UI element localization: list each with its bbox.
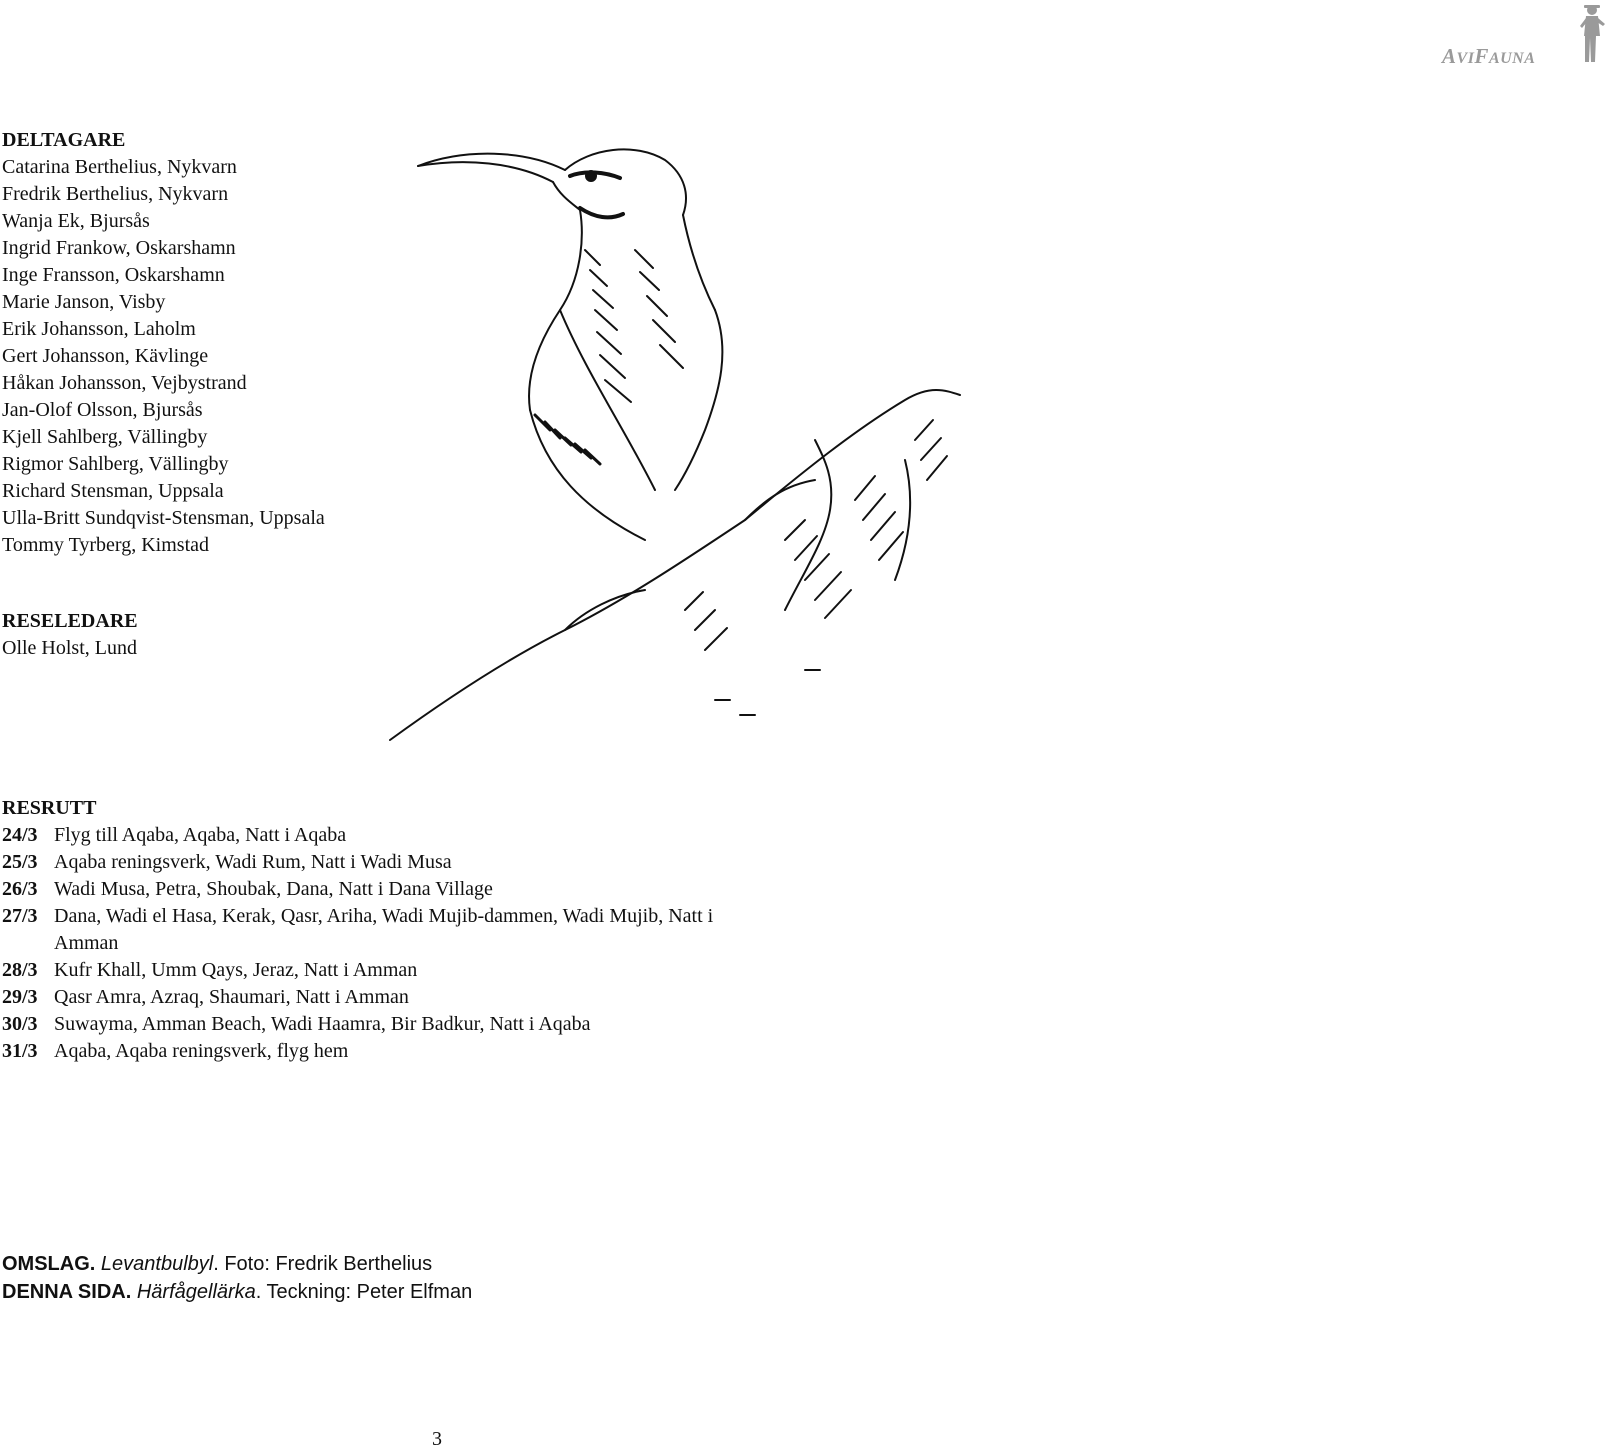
participant: Ulla-Britt Sundqvist-Stensman, Uppsala bbox=[2, 507, 325, 529]
itinerary-row bbox=[2, 1011, 854, 1038]
itinerary-row bbox=[2, 1038, 854, 1065]
participants-section bbox=[2, 127, 325, 559]
itinerary-date: 24/3 bbox=[2, 824, 38, 846]
itinerary-text: Flyg till Aqaba, Aqaba, Natt i Aqaba bbox=[54, 824, 347, 846]
itinerary-text: Amman bbox=[54, 932, 119, 954]
participant: Inge Fransson, Oskarshamn bbox=[2, 264, 225, 286]
itinerary-row bbox=[2, 849, 854, 876]
participant: Tommy Tyrberg, Kimstad bbox=[2, 534, 210, 556]
itinerary-row bbox=[2, 822, 854, 849]
avifauna-logo bbox=[720, 0, 1536, 80]
itinerary-row bbox=[2, 876, 854, 903]
itinerary-heading: RESRUTT bbox=[2, 797, 97, 819]
tour-leader-heading: RESELEDARE bbox=[2, 610, 138, 632]
itinerary-row bbox=[2, 957, 854, 984]
participant: Catarina Berthelius, Nykvarn bbox=[2, 156, 237, 178]
itinerary-row-continued bbox=[2, 930, 854, 957]
itinerary-section bbox=[2, 795, 854, 1065]
participant: Kjell Sahlberg, Vällingby bbox=[2, 426, 208, 448]
itinerary-row bbox=[2, 984, 854, 1011]
itinerary-text: Suwayma, Amman Beach, Wadi Haamra, Bir Badkur, Natt i Aqaba bbox=[54, 1013, 591, 1035]
itinerary-text: Dana, Wadi el Hasa, Kerak, Qasr, Ariha, Wadi Mujib-dammen, Wadi Mujib, Natt i bbox=[54, 905, 714, 927]
birdwatcher-icon bbox=[1572, 2, 1612, 68]
itinerary-text: Wadi Musa, Petra, Shoubak, Dana, Natt i Dana Village bbox=[54, 878, 493, 900]
participant: Ingrid Frankow, Oskarshamn bbox=[2, 237, 236, 259]
cover-credit: OMSLAG. Levantbulbyl. Foto: Fredrik Berthelius bbox=[2, 1253, 433, 1275]
itinerary-row bbox=[2, 903, 854, 930]
page-credit: DENNA SIDA. Härfågellärka. Teckning: Peter Elfman bbox=[2, 1281, 473, 1303]
itinerary-date: 25/3 bbox=[2, 851, 38, 873]
itinerary-date: 27/3 bbox=[2, 905, 38, 927]
participants-heading: DELTAGARE bbox=[2, 129, 126, 151]
itinerary-date: 29/3 bbox=[2, 986, 38, 1008]
itinerary-text: Aqaba, Aqaba reningsverk, flyg hem bbox=[54, 1040, 349, 1062]
bird-sketch-icon bbox=[385, 140, 960, 750]
logo-text: AVIFAUNA bbox=[1442, 44, 1536, 68]
itinerary-text: Aqaba reningsverk, Wadi Rum, Natt i Wadi Musa bbox=[54, 851, 452, 873]
itinerary-text: Kufr Khall, Umm Qays, Jeraz, Natt i Amman bbox=[54, 959, 418, 981]
participant: Rigmor Sahlberg, Vällingby bbox=[2, 453, 229, 475]
itinerary-date: 30/3 bbox=[2, 1013, 38, 1035]
itinerary-text: Qasr Amra, Azraq, Shaumari, Natt i Amman bbox=[54, 986, 409, 1008]
participant: Jan-Olof Olsson, Bjursås bbox=[2, 399, 203, 421]
participant: Marie Janson, Visby bbox=[2, 291, 166, 313]
tour-leader-name: Olle Holst, Lund bbox=[2, 637, 137, 659]
image-credits bbox=[2, 1250, 472, 1306]
participant: Fredrik Berthelius, Nykvarn bbox=[2, 183, 229, 205]
participant: Wanja Ek, Bjursås bbox=[2, 210, 150, 232]
itinerary-date: 28/3 bbox=[2, 959, 38, 981]
itinerary-date: 26/3 bbox=[2, 878, 38, 900]
participant: Erik Johansson, Laholm bbox=[2, 318, 196, 340]
page-number: 3 bbox=[432, 1428, 442, 1450]
tour-leader-section bbox=[2, 608, 138, 662]
participant: Håkan Johansson, Vejbystrand bbox=[2, 372, 247, 394]
participant: Richard Stensman, Uppsala bbox=[2, 480, 224, 502]
participant: Gert Johansson, Kävlinge bbox=[2, 345, 209, 367]
itinerary-date: 31/3 bbox=[2, 1040, 38, 1062]
